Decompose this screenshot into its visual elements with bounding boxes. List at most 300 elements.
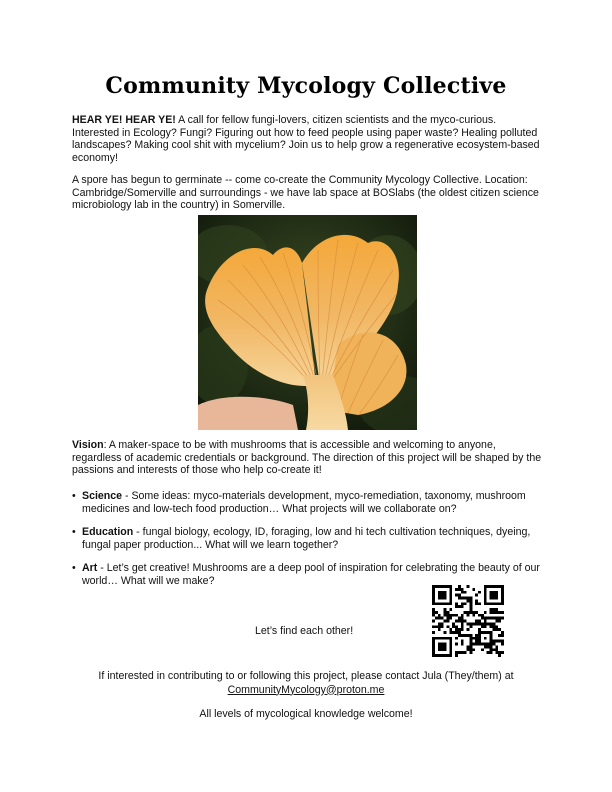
- qr-module: [449, 637, 452, 640]
- qr-module: [484, 585, 487, 588]
- qr-module: [490, 608, 493, 611]
- qr-module: [455, 625, 458, 628]
- qr-module: [461, 620, 464, 623]
- qr-module: [490, 643, 493, 646]
- qr-module: [432, 594, 435, 597]
- qr-module: [449, 645, 452, 648]
- qr-module: [441, 637, 444, 640]
- qr-module: [495, 651, 498, 654]
- qr-module: [438, 654, 441, 657]
- qr-module: [498, 602, 501, 605]
- qr-module: [435, 611, 438, 614]
- qr-module: [498, 651, 501, 654]
- qr-module: [446, 585, 449, 588]
- qr-module: [492, 617, 495, 620]
- qr-module: [490, 594, 493, 597]
- qr-module: [472, 643, 475, 646]
- qr-module: [441, 617, 444, 620]
- welcome-text: All levels of mycological knowledge welcome!: [199, 708, 413, 720]
- qr-module: [467, 599, 470, 602]
- qr-module: [444, 602, 447, 605]
- qr-module: [467, 611, 470, 614]
- qr-module: [498, 654, 501, 657]
- qr-module: [461, 617, 464, 620]
- qr-module: [495, 628, 498, 631]
- qr-module: [490, 634, 493, 637]
- chanterelle-mushroom-icon: [198, 215, 417, 430]
- qr-module: [478, 631, 481, 634]
- qr-module: [487, 617, 490, 620]
- qr-module: [449, 628, 452, 631]
- bullet-symbol: •: [72, 562, 76, 575]
- qr-module: [490, 591, 493, 594]
- qr-module: [475, 643, 478, 646]
- qr-module: [487, 645, 490, 648]
- qr-module: [464, 620, 467, 623]
- qr-module: [461, 602, 464, 605]
- qr-module: [441, 643, 444, 646]
- qr-module: [438, 622, 441, 625]
- qr-module: [495, 640, 498, 643]
- qr-module: [481, 631, 484, 634]
- qr-module: [438, 585, 441, 588]
- qr-module: [475, 622, 478, 625]
- qr-module: [467, 622, 470, 625]
- qr-module: [446, 637, 449, 640]
- qr-module: [432, 614, 435, 617]
- qr-module: [487, 631, 490, 634]
- qr-module: [452, 631, 455, 634]
- qr-module: [438, 643, 441, 646]
- qr-module: [501, 602, 504, 605]
- qr-module: [490, 637, 493, 640]
- qr-module: [475, 637, 478, 640]
- qr-module: [484, 622, 487, 625]
- qr-module: [464, 651, 467, 654]
- qr-module: [464, 591, 467, 594]
- qr-module: [469, 602, 472, 605]
- qr-module: [484, 594, 487, 597]
- qr-module: [461, 640, 464, 643]
- qr-module: [467, 585, 470, 588]
- qr-module: [490, 631, 493, 634]
- qr-module: [438, 645, 441, 648]
- qr-module: [478, 634, 481, 637]
- qr-module: [501, 651, 504, 654]
- qr-module: [472, 588, 475, 591]
- qr-module: [484, 599, 487, 602]
- qr-module: [467, 648, 470, 651]
- bullet-text: - Let’s get creative! Mushrooms are a deep pool of inspiration for celebrating the beauty of our world… What will we make?: [82, 562, 540, 587]
- qr-module: [432, 599, 435, 602]
- qr-module: [455, 637, 458, 640]
- qr-module: [432, 643, 435, 646]
- qr-module: [432, 588, 435, 591]
- qr-module: [444, 594, 447, 597]
- qr-module: [492, 622, 495, 625]
- qr-module: [438, 625, 441, 628]
- qr-module: [469, 643, 472, 646]
- qr-module: [449, 594, 452, 597]
- qr-module: [501, 634, 504, 637]
- qr-module: [444, 608, 447, 611]
- qr-module: [484, 611, 487, 614]
- qr-module: [492, 640, 495, 643]
- qr-module: [490, 602, 493, 605]
- qr-module: [484, 625, 487, 628]
- bullet-symbol: •: [72, 526, 76, 539]
- qr-module: [449, 643, 452, 646]
- qr-module: [438, 614, 441, 617]
- qr-module: [467, 634, 470, 637]
- qr-module: [501, 585, 504, 588]
- qr-module: [492, 591, 495, 594]
- qr-module: [495, 625, 498, 628]
- qr-module: [432, 591, 435, 594]
- find-each-other-text: Let’s find each other!: [255, 625, 354, 637]
- bullet-text: - Some ideas: myco-materials development, myco-remediation, taxonomy, mushroom medicines and low-tech food production… What projects will we collaborate on?: [82, 490, 526, 515]
- qr-module: [444, 643, 447, 646]
- qr-module: [484, 588, 487, 591]
- qr-module: [446, 614, 449, 617]
- qr-module: [449, 654, 452, 657]
- qr-module: [501, 594, 504, 597]
- qr-module: [495, 620, 498, 623]
- qr-module: [472, 648, 475, 651]
- qr-module: [458, 631, 461, 634]
- qr-module: [441, 654, 444, 657]
- qr-module: [449, 608, 452, 611]
- qr-module: [495, 597, 498, 600]
- qr-module: [458, 597, 461, 600]
- qr-module: [487, 602, 490, 605]
- qr-module: [438, 591, 441, 594]
- qr-module: [478, 591, 481, 594]
- qr-module: [498, 611, 501, 614]
- qr-module: [501, 597, 504, 600]
- qr-module: [461, 628, 464, 631]
- qr-module: [458, 620, 461, 623]
- qr-module: [449, 614, 452, 617]
- qr-module: [446, 620, 449, 623]
- intro-paragraph: [72, 114, 542, 164]
- qr-module: [475, 602, 478, 605]
- qr-module: [449, 602, 452, 605]
- qr-module: [492, 602, 495, 605]
- qr-module: [432, 608, 435, 611]
- qr-module: [441, 594, 444, 597]
- qr-module: [461, 651, 464, 654]
- qr-module: [432, 625, 435, 628]
- qr-module: [490, 617, 493, 620]
- qr-module: [435, 617, 438, 620]
- qr-module: [484, 631, 487, 634]
- qr-module: [449, 631, 452, 634]
- qr-module: [435, 637, 438, 640]
- qr-module: [469, 648, 472, 651]
- qr-module: [484, 597, 487, 600]
- qr-module: [472, 622, 475, 625]
- qr-module: [492, 625, 495, 628]
- intro-lead: HEAR YE! HEAR YE!: [72, 114, 176, 126]
- qr-module: [446, 611, 449, 614]
- qr-module: [490, 585, 493, 588]
- qr-module: [438, 602, 441, 605]
- qr-module: [498, 628, 501, 631]
- qr-module: [495, 608, 498, 611]
- list-item-science: [72, 490, 544, 515]
- qr-module: [452, 622, 455, 625]
- qr-module: [498, 617, 501, 620]
- qr-module: [472, 611, 475, 614]
- qr-module: [441, 597, 444, 600]
- qr-module: [432, 611, 435, 614]
- bullet-lead: Art: [82, 562, 98, 575]
- qr-module: [455, 628, 458, 631]
- qr-module: [469, 611, 472, 614]
- qr-module: [467, 645, 470, 648]
- qr-module: [495, 594, 498, 597]
- qr-module: [455, 588, 458, 591]
- qr-module: [492, 594, 495, 597]
- qr-module: [469, 622, 472, 625]
- qr-module: [467, 628, 470, 631]
- qr-module: [495, 648, 498, 651]
- qr-module: [469, 625, 472, 628]
- qr-module: [469, 640, 472, 643]
- qr-module: [472, 614, 475, 617]
- qr-module: [461, 614, 464, 617]
- chanterelle-photo: [198, 215, 417, 430]
- qr-module: [455, 594, 458, 597]
- spore-paragraph: A spore has begun to germinate -- come co-create the Community Mycology Collective. Location: Cambridge/Somerville and surroundings - we have lab space at BOSlabs (the oldest citizen science microbiology lab in the country) in Somerville.: [72, 174, 539, 212]
- qr-module: [481, 625, 484, 628]
- qr-module: [458, 588, 461, 591]
- qr-module: [475, 599, 478, 602]
- qr-module: [490, 597, 493, 600]
- qr-module: [478, 637, 481, 640]
- vision-text: : A maker-space to be with mushrooms that is accessible and welcoming to anyone, regardless of academic credentials or background. The direction of this project will be shaped by the passions and interests of those who help co-create it!: [72, 439, 542, 477]
- qr-module: [432, 651, 435, 654]
- bullet-text: - fungal biology, ecology, ID, foraging, low and hi tech cultivation techniques, dyeing, fungal paper production... What will we learn together?: [82, 526, 531, 551]
- qr-module: [438, 597, 441, 600]
- qr-module: [446, 602, 449, 605]
- qr-module: [455, 605, 458, 608]
- qr-module: [469, 605, 472, 608]
- qr-module: [444, 614, 447, 617]
- qr-module: [484, 637, 487, 640]
- contact-text: If interested in contributing to or following this project, please contact Jula (They/them) at: [98, 670, 514, 682]
- qr-module: [501, 611, 504, 614]
- qr-module: [432, 631, 435, 634]
- qr-module: [501, 599, 504, 602]
- qr-module: [461, 643, 464, 646]
- qr-module: [469, 599, 472, 602]
- qr-module: [444, 620, 447, 623]
- qr-module: [481, 622, 484, 625]
- focus-area-list: [72, 490, 544, 599]
- qr-module: [475, 620, 478, 623]
- qr-module: [444, 597, 447, 600]
- qr-module: [490, 622, 493, 625]
- qr-module: [490, 625, 493, 628]
- qr-module: [495, 611, 498, 614]
- qr-module: [478, 614, 481, 617]
- qr-module: [435, 585, 438, 588]
- qr-module: [481, 614, 484, 617]
- qr-module: [438, 637, 441, 640]
- qr-module: [461, 597, 464, 600]
- qr-module: [490, 640, 493, 643]
- qr-module: [455, 620, 458, 623]
- qr-module: [469, 634, 472, 637]
- qr-module: [495, 645, 498, 648]
- qr-module: [501, 588, 504, 591]
- qr-module: [444, 654, 447, 657]
- qr-module: [490, 611, 493, 614]
- qr-module: [444, 648, 447, 651]
- qr-module: [444, 637, 447, 640]
- qr-module: [444, 585, 447, 588]
- qr-module: [475, 634, 478, 637]
- qr-module: [435, 602, 438, 605]
- qr-module: [441, 645, 444, 648]
- contact-block: [0, 670, 612, 697]
- intro-text: A call for fellow fungi-lovers, citizen scientists and the myco-curious. Interested in Ecology? Fungi? Figuring out how to feed people using paper waste? Healing polluted landscapes? Making cool shit with mycelium? Join us to help grow a regenerative ecosystem-based economy!: [72, 114, 540, 164]
- bullet-lead: Education: [82, 526, 134, 539]
- vision-paragraph: [72, 439, 542, 477]
- qr-module: [441, 648, 444, 651]
- qr-module: [441, 602, 444, 605]
- qr-module: [458, 634, 461, 637]
- qr-module: [495, 602, 498, 605]
- qr-module: [461, 588, 464, 591]
- qr-module: [478, 620, 481, 623]
- bullet-lead: Science: [82, 490, 123, 502]
- qr-module: [444, 645, 447, 648]
- qr-module: [432, 602, 435, 605]
- qr-module: [484, 602, 487, 605]
- qr-module: [490, 645, 493, 648]
- qr-module: [464, 597, 467, 600]
- qr-module: [478, 602, 481, 605]
- qr-module: [449, 585, 452, 588]
- qr-module: [432, 620, 435, 623]
- qr-module: [444, 611, 447, 614]
- qr-module: [446, 617, 449, 620]
- qr-module: [498, 585, 501, 588]
- qr-module: [469, 608, 472, 611]
- qr-module: [441, 585, 444, 588]
- qr-module: [432, 648, 435, 651]
- qr-module: [432, 585, 435, 588]
- qr-module: [444, 591, 447, 594]
- qr-module: [487, 651, 490, 654]
- qr-module: [501, 643, 504, 646]
- qr-module: [446, 654, 449, 657]
- qr-module: [481, 643, 484, 646]
- qr-module: [478, 640, 481, 643]
- qr-module: [472, 637, 475, 640]
- qr-module: [501, 631, 504, 634]
- qr-module: [475, 611, 478, 614]
- qr-code-icon[interactable]: [432, 585, 504, 657]
- qr-module: [435, 654, 438, 657]
- qr-module: [449, 591, 452, 594]
- list-item-art: [72, 562, 544, 587]
- qr-module: [432, 640, 435, 643]
- qr-module: [464, 602, 467, 605]
- qr-module: [501, 640, 504, 643]
- qr-module: [458, 651, 461, 654]
- qr-module: [478, 622, 481, 625]
- qr-module: [449, 651, 452, 654]
- qr-module: [446, 625, 449, 628]
- qr-module: [455, 651, 458, 654]
- qr-module: [484, 591, 487, 594]
- qr-module: [481, 617, 484, 620]
- qr-module: [475, 640, 478, 643]
- vision-lead: Vision: [72, 439, 104, 451]
- qr-module: [481, 648, 484, 651]
- qr-module: [492, 585, 495, 588]
- contact-email-link[interactable]: CommunityMycology@proton.me: [227, 683, 385, 696]
- qr-module: [484, 643, 487, 646]
- qr-module: [501, 591, 504, 594]
- qr-module: [492, 648, 495, 651]
- qr-module: [487, 585, 490, 588]
- qr-module: [469, 637, 472, 640]
- qr-module: [492, 611, 495, 614]
- qr-module: [449, 599, 452, 602]
- qr-module: [484, 645, 487, 648]
- qr-module: [432, 637, 435, 640]
- qr-module: [458, 628, 461, 631]
- qr-module: [490, 648, 493, 651]
- qr-module: [449, 597, 452, 600]
- qr-module: [464, 634, 467, 637]
- qr-module: [478, 643, 481, 646]
- qr-module: [452, 614, 455, 617]
- qr-module: [458, 585, 461, 588]
- qr-module: [484, 620, 487, 623]
- qr-module: [461, 634, 464, 637]
- qr-module: [469, 645, 472, 648]
- qr-module: [449, 617, 452, 620]
- qr-module: [458, 605, 461, 608]
- qr-module: [469, 597, 472, 600]
- bullet-symbol: •: [72, 490, 76, 502]
- qr-module: [441, 591, 444, 594]
- qr-module: [458, 594, 461, 597]
- qr-module: [432, 654, 435, 657]
- qr-module: [469, 651, 472, 654]
- qr-module: [484, 617, 487, 620]
- page-title: Community Mycology Collective: [105, 73, 507, 99]
- qr-module: [449, 588, 452, 591]
- qr-module: [492, 608, 495, 611]
- qr-module: [498, 640, 501, 643]
- qr-module: [455, 631, 458, 634]
- qr-module: [467, 597, 470, 600]
- qr-module: [492, 628, 495, 631]
- qr-module: [432, 597, 435, 600]
- qr-module: [435, 625, 438, 628]
- qr-module: [455, 602, 458, 605]
- qr-module: [495, 591, 498, 594]
- list-item-education: [72, 526, 544, 551]
- qr-module: [432, 645, 435, 648]
